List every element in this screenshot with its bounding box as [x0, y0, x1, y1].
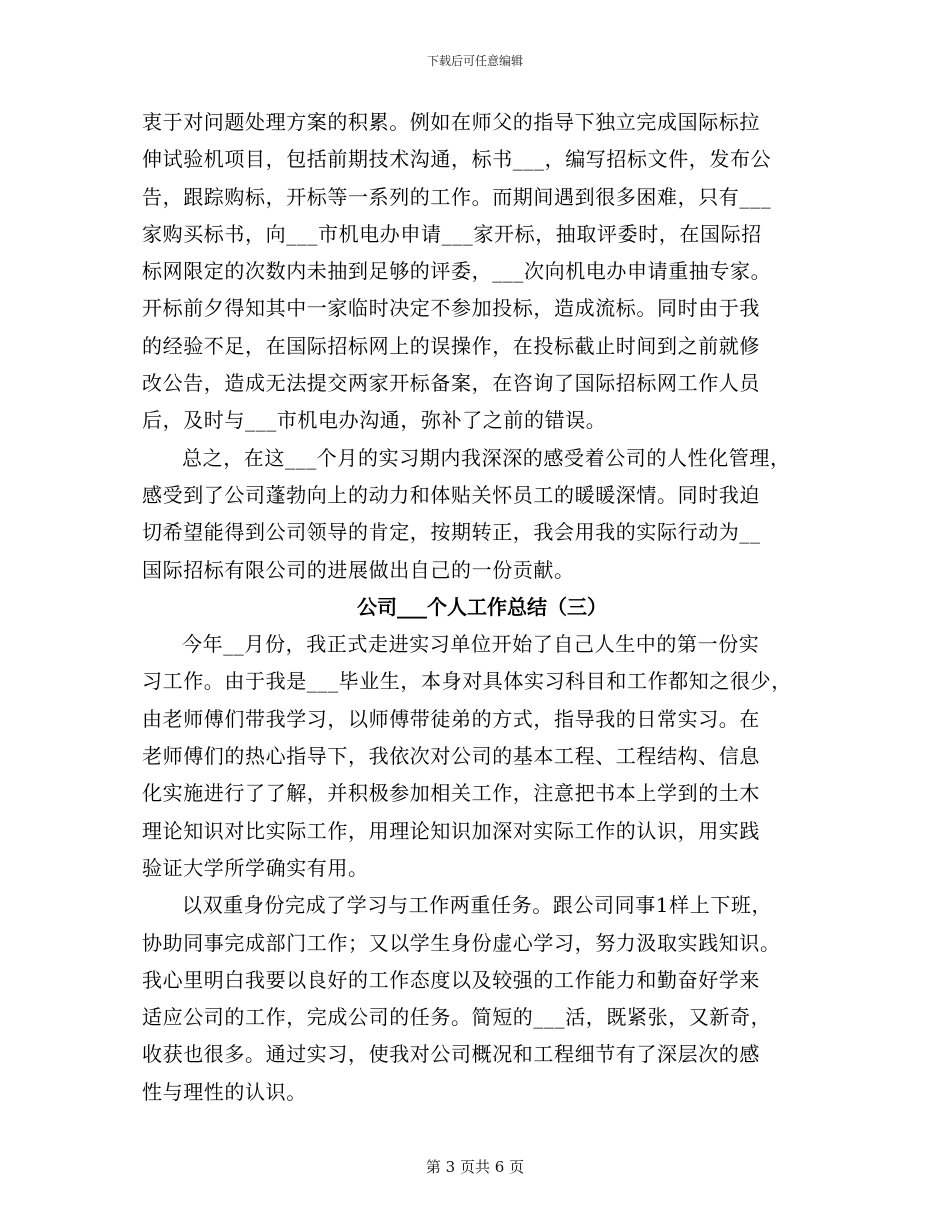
- page-header: 下载后可任意编辑: [426, 54, 523, 68]
- text-line: 理论知识对比实际工作，用理论知识加深对实际工作的认识，用实践: [142, 818, 760, 843]
- text-line: 适应公司的工作，完成公司的任务。简短的___活，既紧张，又新奇，: [142, 1005, 772, 1030]
- text-line: 伸试验机项目，包括前期技术沟通，标书___，编写招标文件，发布公: [142, 147, 772, 172]
- text-line: 验证大学所学确实有用。: [142, 855, 369, 880]
- text-line: 国际招标有限公司的进展做出自己的一份贡献。: [142, 557, 575, 582]
- text-line: 由老师傅们带我学习，以师傅带徒弟的方式，指导我的日常实习。在: [142, 706, 760, 731]
- text-line: 后，及时与___市机电办沟通，弥补了之前的错误。: [142, 408, 607, 433]
- text-line: 我心里明白我要以良好的工作态度以及较强的工作能力和勤奋好学来: [142, 967, 760, 992]
- text-line: 收获也很多。通过实习，使我对公司概况和工程细节有了深层次的感: [142, 1042, 760, 1067]
- text-line: 衷于对问题处理方案的积累。例如在师父的指导下独立完成国际标拉: [142, 110, 760, 134]
- document-body: [142, 104, 812, 1111]
- text-line: 的经验不足，在国际招标网上的误操作，在投标截止时间到之前就修: [142, 333, 760, 358]
- text-line: 改公告，造成无法提交两家开标备案，在咨询了国际招标网工作人员: [142, 371, 760, 396]
- text-line: 总之，在这___个月的实习期内我深深的感受着公司的人性化管理，: [182, 445, 791, 470]
- text-line: 家购买标书，向___市机电办申请___家开标，抽取评委时，在国际招: [142, 221, 762, 246]
- text-line: 以双重身份完成了学习与工作两重任务。跟公司同事1样上下班，: [182, 893, 773, 918]
- text-line: 习工作。由于我是___毕业生，本身对具体实习科目和工作都知之很少，: [142, 669, 792, 694]
- text-line: 化实施进行了了解，并积极参加相关工作，注意把书本上学到的土木: [142, 781, 760, 806]
- text-line: 开标前夕得知其中一家临时决定不参加投标，造成流标。同时由于我: [142, 296, 760, 321]
- text-line: 标网限定的次数内未抽到足够的评委，___次向机电办申请重抽专家。: [142, 259, 772, 284]
- text-line: 老师傅们的热心指导下，我依次对公司的基本工程、工程结构、信息: [142, 744, 760, 769]
- text-line: 感受到了公司蓬勃向上的动力和体贴关怀员工的暖暖深情。同时我迫: [142, 482, 760, 507]
- text-line: 今年__月份，我正式走进实习单位开始了自己人生中的第一份实: [182, 632, 760, 657]
- section-heading: 公司___个人工作总结（三）: [357, 594, 607, 619]
- text-line: 协助同事完成部门工作；又以学生身份虚心学习，努力汲取实践知识。: [142, 930, 781, 955]
- text-line: 切希望能得到公司领导的肯定，按期转正，我会用我的实际行动为__: [142, 520, 761, 545]
- text-line: 性与理性的认识。: [142, 1079, 307, 1104]
- page-footer: 第 3 页共 6 页: [425, 1158, 525, 1176]
- text-line: 告，跟踪购标，开标等一系列的工作。而期间遇到很多困难，只有___: [142, 184, 772, 209]
